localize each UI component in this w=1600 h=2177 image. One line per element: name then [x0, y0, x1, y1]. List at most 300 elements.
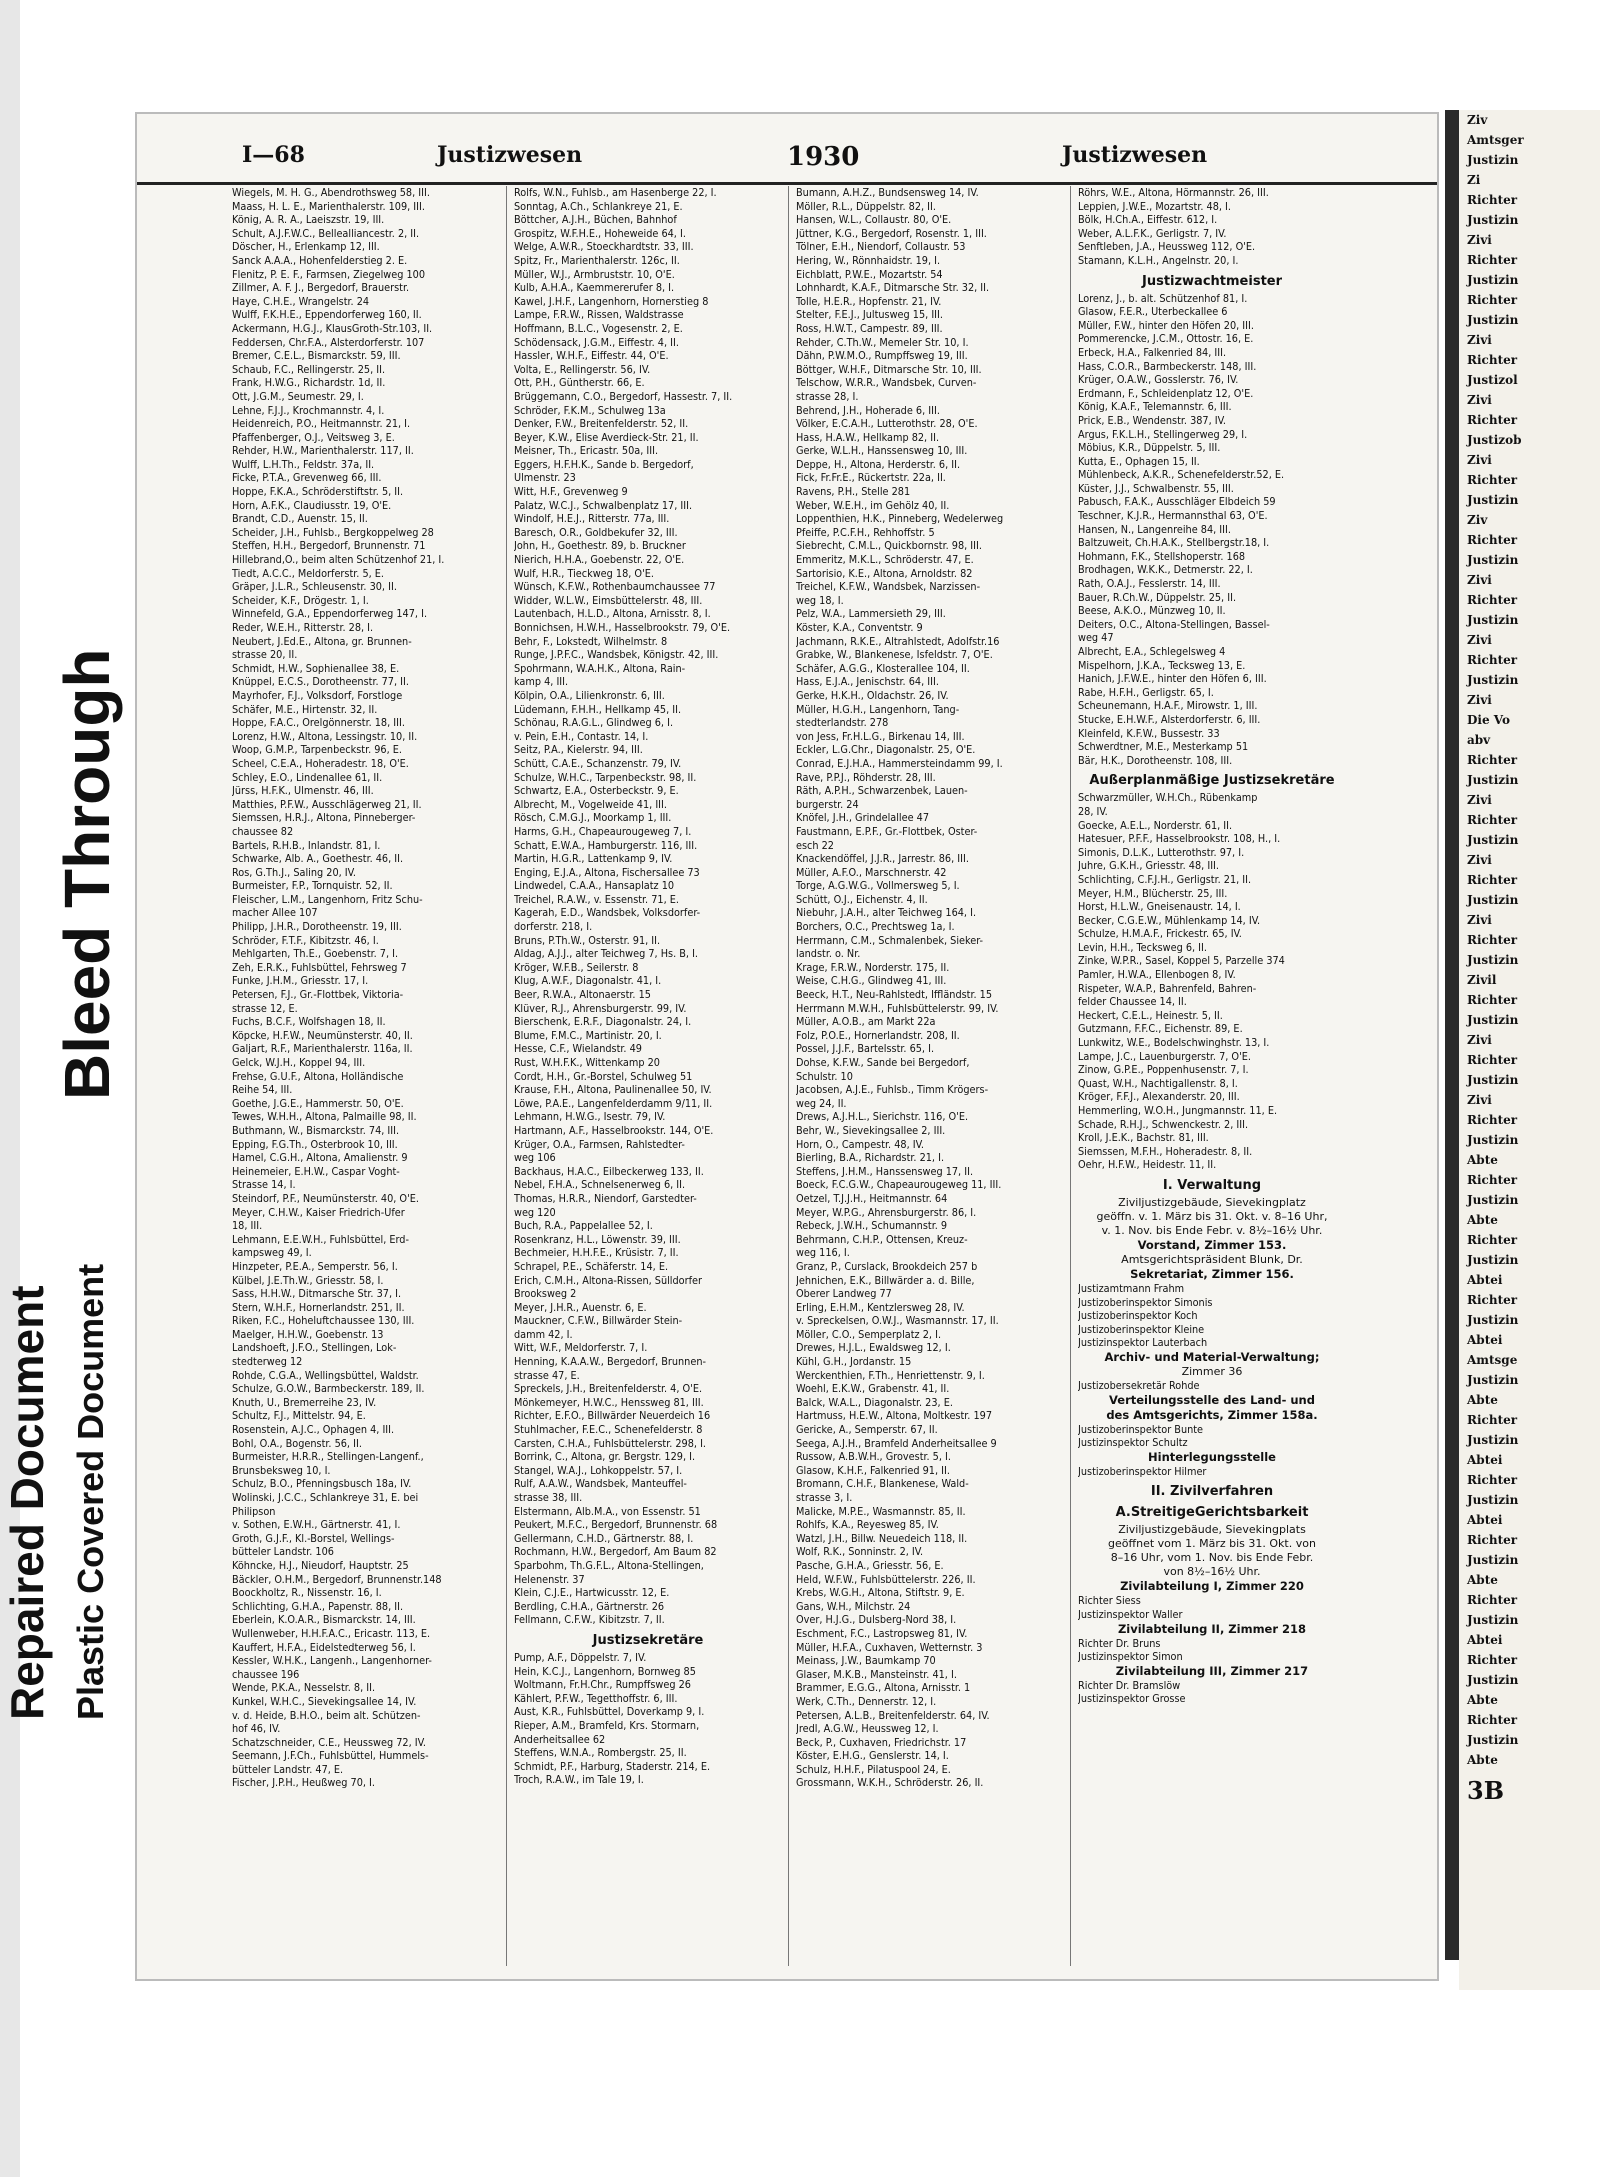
facing-page-fragment: Justizin [1467, 1013, 1519, 1027]
directory-entry: Jürss, H.F.K., Ulmenstr. 46, III. [232, 784, 374, 798]
directory-entry: Glasow, F.E.R., Uterbeckallee 6 [1078, 305, 1228, 319]
directory-entry: dorferstr. 218, I. [514, 920, 593, 934]
facing-page-fragment: Ziv [1467, 513, 1488, 527]
directory-entry: John, H., Goethestr. 89, b. Bruckner [514, 539, 686, 553]
directory-entry: Rave, P.P.J., Röhderstr. 28, III. [796, 770, 936, 784]
directory-entry: Lautenbach, H.L.D., Altona, Arnisstr. 8, I. [514, 607, 711, 621]
directory-entry: Maelger, H.H.W., Goebenstr. 13 [232, 1327, 384, 1341]
directory-entry: Kunkel, W.H.C., Sievekingsallee 14, IV. [232, 1694, 417, 1708]
directory-entry: Brunsbeksweg 10, I. [232, 1463, 331, 1477]
facing-page-fragment: Zivi [1467, 453, 1492, 467]
directory-entry: Kleinfeld, K.F.W., Bussestr. 33 [1078, 726, 1220, 740]
directory-entry: Bär, H.K., Dorotheenstr. 108, III. [1078, 753, 1233, 767]
directory-entry: Enging, E.J.A., Altona, Fischersallee 73 [514, 865, 700, 879]
directory-entry: Lüdemann, F.H.H., Hellkamp 45, II. [514, 702, 682, 716]
directory-entry: v. Pein, E.H., Contastr. 14, I. [514, 729, 649, 743]
directory-entry: Jachmann, R.K.E., Altrahlstedt, Adolfstr.16 [796, 634, 1000, 648]
directory-entry: Brodhagen, W.K.K., Detmerstr. 22, I. [1078, 563, 1253, 577]
directory-entry: Schütt, C.A.E., Schanzenstr. 79, IV. [514, 756, 682, 770]
directory-entry: Beeck, H.T., Neu-Rahlstedt, Iffländstr. 15 [796, 988, 992, 1002]
directory-entry: Pasche, G.H.A., Griesstr. 56, E. [796, 1558, 944, 1572]
directory-entry: Kawel, J.H.F., Langenhorn, Hornerstieg 8 [514, 294, 709, 308]
directory-entry: Bromann, C.H.F., Blankenese, Wald- [796, 1477, 969, 1491]
directory-entry: Schönau, R.A.G.L., Glindweg 6, I. [514, 716, 674, 730]
directory-entry: Grossmann, W.K.H., Schröderstr. 26, II. [796, 1776, 984, 1790]
facing-page-fragment: Abte [1467, 1393, 1498, 1407]
directory-entry: Rabe, H.F.H., Gerligstr. 65, I. [1078, 685, 1214, 699]
directory-entry: Rebeck, J.W.H., Schumannstr. 9 [796, 1219, 948, 1233]
facing-page-edge [1459, 110, 1600, 1990]
directory-entry: Brooksweg 2 [514, 1287, 577, 1301]
directory-entry: Küster, J.J., Schwalbenstr. 55, III. [1078, 481, 1234, 495]
directory-entry: Bohl, O.A., Bogenstr. 56, II. [232, 1436, 362, 1450]
facing-page-fragment: Justizin [1467, 1313, 1519, 1327]
directory-entry: Rispeter, W.A.P., Bahrenfeld, Bahren- [1078, 981, 1257, 995]
directory-entry: Sanck A.A.A., Hohenfelderstieg 2. E. [232, 253, 408, 267]
facing-page-fragment: Abte [1467, 1153, 1498, 1167]
directory-entry: Gräper, J.L.R., Schleusenstr. 30, II. [232, 580, 397, 594]
facing-page-fragment: Justizin [1467, 493, 1519, 507]
directory-entry: Müller, A.O.B., am Markt 22a [796, 1015, 936, 1029]
directory-entry: Emmeritz, M.K.L., Schröderstr. 47, E. [796, 553, 974, 567]
facing-page-fragment: Zivi [1467, 693, 1492, 707]
directory-entry: Horn, O., Campestr. 48, IV. [796, 1137, 924, 1151]
directory-entry: Steffens, J.H.M., Hanssensweg 17, II. [796, 1164, 974, 1178]
directory-entry: Schulze, G.O.W., Barmbeckerstr. 189, II. [232, 1382, 425, 1396]
directory-entry: Gerke, H.K.H., Oldachstr. 26, IV. [796, 688, 949, 702]
directory-entry: Riken, F.C., Hoheluftchaussee 130, III. [232, 1314, 415, 1328]
directory-entry: Steffen, H.H., Bergedorf, Brunnenstr. 71 [232, 539, 426, 553]
directory-entry: Wullenweber, H.H.F.A.C., Ericastr. 113, E. [232, 1626, 431, 1640]
section-heading: Außerplanmäßige Justizsekretäre [1089, 773, 1335, 789]
directory-entry: Seemann, J.F.Ch., Fuhlsbüttel, Hummels- [232, 1749, 429, 1763]
directory-entry: Philipp, J.H.R., Dorotheenstr. 19, III. [232, 920, 402, 934]
directory-entry: Hinzpeter, P.E.A., Semperstr. 56, I. [232, 1259, 398, 1273]
directory-entry: Scheunemann, H.A.F., Mirowstr. 1, III. [1078, 699, 1258, 713]
directory-entry: Granz, P., Curslack, Brookdeich 257 b [796, 1259, 978, 1273]
directory-entry: Niebuhr, J.A.H., alter Teichweg 164, I. [796, 906, 977, 920]
directory-entry: Schley, E.O., Lindenallee 61, II. [232, 770, 383, 784]
directory-entry: esch 22 [796, 838, 834, 852]
facing-page-fragment: Richter [1467, 1473, 1518, 1487]
directory-entry: Grospitz, W.F.H.E., Hoheweide 64, I. [514, 226, 686, 240]
directory-entry: Bäckler, O.H.M., Bergedorf, Brunnenstr.148 [232, 1572, 442, 1586]
directory-entry: Juhre, G.K.H., Griesstr. 48, III. [1078, 859, 1220, 873]
directory-entry: Drewes, H.J.L., Ewaldsweg 12, I. [796, 1341, 951, 1355]
directory-entry: Rosenkranz, H.L., Löwenstr. 39, III. [514, 1232, 681, 1246]
directory-entry: Deiters, O.C., Altona-Stellingen, Bassel- [1078, 617, 1270, 631]
header-year: 1930 [787, 142, 860, 172]
directory-entry: Blume, F.M.C., Martinistr. 20, I. [514, 1028, 662, 1042]
directory-entry: v. Spreckelsen, O.W.J., Wasmannstr. 17, II. [796, 1314, 999, 1328]
directory-entry: Heckert, C.E.L., Heinestr. 5, II. [1078, 1008, 1223, 1022]
section-note: geöffnet vom 1. März bis 31. Okt. von [1108, 1537, 1316, 1551]
directory-entry: Tolle, H.E.R., Hopfenstr. 21, IV. [796, 294, 942, 308]
directory-entry: Ott, P.H., Güntherstr. 66, E. [514, 376, 645, 390]
section-note: 8–16 Uhr, vom 1. Nov. bis Ende Febr. [1110, 1551, 1314, 1565]
directory-entry: Wulff, L.H.Th., Feldstr. 37a, II. [232, 457, 375, 471]
directory-entry: Epping, F.G.Th., Osterbrook 10, III. [232, 1137, 398, 1151]
section-heading: II. Zivilverfahren [1150, 1484, 1274, 1500]
directory-entry: Jehnichen, E.K., Billwärder a. d. Bille, [796, 1273, 975, 1287]
directory-entry: Harms, G.H., Chapeaurougeweg 7, I. [514, 824, 692, 838]
directory-entry: Müller, A.F.O., Marschnerstr. 42 [796, 865, 947, 879]
subsection-heading: Archiv- und Material-Verwaltung; [1104, 1349, 1320, 1364]
directory-entry: Frehse, G.U.F., Altona, Holländische [232, 1069, 404, 1083]
subsection-heading: Zivilabteilung II, Zimmer 218 [1117, 1621, 1307, 1636]
directory-entry: Kählert, P.F.W., Tegetthoffstr. 6, III. [514, 1691, 678, 1705]
facing-page-fragment: Amtsger [1467, 133, 1524, 147]
directory-entry: Strasse 14, I. [232, 1178, 296, 1192]
directory-entry: Volta, E., Rellingerstr. 56, IV. [514, 362, 651, 376]
directory-entry: Kulb, A.H.A., Kaemmererufer 8, I. [514, 281, 675, 295]
directory-entry: Justizamtmann Frahm [1078, 1281, 1185, 1295]
directory-entry: Jüttner, K.G., Bergedorf, Rosenstr. 1, III. [796, 226, 987, 240]
facing-page-fragment: Abte [1467, 1213, 1498, 1227]
directory-entry: Kölpin, O.A., Lilienkronstr. 6, III. [514, 688, 665, 702]
directory-entry: Argus, F.K.L.H., Stellingerweg 29, I. [1078, 427, 1248, 441]
facing-page-fragment: Richter [1467, 993, 1518, 1007]
facing-page-fragment: Zivi [1467, 913, 1492, 927]
directory-entry: Brandt, C.D., Auenstr. 15, II. [232, 512, 368, 526]
directory-entry: Bartels, R.H.B., Inlandstr. 81, I. [232, 838, 381, 852]
directory-entry: Kagerah, E.D., Wandsbek, Volksdorfer- [514, 906, 701, 920]
directory-entry: Justizinspektor Grosse [1078, 1692, 1186, 1706]
directory-entry: Gutzmann, F.F.C., Eichenstr. 89, E. [1078, 1022, 1243, 1036]
directory-page [135, 112, 1439, 1981]
directory-entry: Lorenz, H.W., Altona, Lessingstr. 10, II. [232, 729, 418, 743]
directory-entry: Beese, A.K.O., Münzweg 10, II. [1078, 604, 1226, 618]
directory-entry: Buch, R.A., Pappelallee 52, I. [514, 1219, 653, 1233]
directory-entry: damm 42, I. [514, 1327, 573, 1341]
directory-entry: Mispelhorn, J.K.A., Tecksweg 13, E. [1078, 658, 1246, 672]
directory-entry: Schlichting, C.F.J.H., Gerligstr. 21, II. [1078, 872, 1252, 886]
directory-entry: Elstermann, Alb.M.A., von Essenstr. 51 [514, 1504, 701, 1518]
directory-entry: Over, H.J.G., Dulsberg-Nord 38, I. [796, 1613, 957, 1627]
directory-entry: Justizinspektor Waller [1078, 1607, 1183, 1621]
directory-entry: Ackermann, H.G.J., KlausGroth-Str.103, II. [232, 321, 433, 335]
directory-entry: Pommerencke, J.C.M., Ottostr. 16, E. [1078, 332, 1254, 346]
directory-entry: Pamler, H.W.A., Ellenbogen 8, IV. [1078, 968, 1236, 982]
directory-entry: Röhrs, W.E., Altona, Hörmannstr. 26, III. [1078, 186, 1269, 199]
directory-entry: Knackendöffel, J.J.R., Jarrestr. 86, III. [796, 852, 969, 866]
facing-page-fragment: Richter [1467, 1113, 1518, 1127]
column-rule [506, 186, 507, 1966]
directory-entry: Köpcke, H.F.W., Neumünsterstr. 40, II. [232, 1028, 413, 1042]
directory-entry: Dohse, K.F.W., Sande bei Bergedorf, [796, 1056, 970, 1069]
directory-entry: Widder, W.L.W., Eimsbüttelerstr. 48, III. [514, 593, 703, 607]
directory-entry: Burmeister, H.R.R., Stellingen-Langenf., [232, 1450, 424, 1464]
directory-entry: Weber, W.E.H., im Gehölz 40, II. [796, 498, 950, 512]
facing-page-fragment: Justizin [1467, 1613, 1519, 1627]
directory-entry: Quast, W.H., Nachtigallenstr. 8, I. [1078, 1076, 1238, 1090]
directory-entry: Gelck, W.J.H., Koppel 94, III. [232, 1056, 366, 1069]
directory-entry: Wolf, R.K., Sonninstr. 2, IV. [796, 1545, 924, 1559]
directory-entry: Müller, F.W., hinter den Höfen 20, III. [1078, 318, 1254, 332]
directory-entry: Woltmann, Fr.H.Chr., Rumpffsweg 26 [514, 1678, 691, 1692]
facing-page-fragment: Amtsge [1467, 1353, 1518, 1367]
directory-entry: weg 106 [514, 1151, 556, 1165]
facing-page-fragment: Justizin [1467, 1493, 1519, 1507]
section-note: Zimmer 36 [1181, 1364, 1243, 1378]
directory-entry: Müller, H.F.A., Cuxhaven, Wetternstr. 3 [796, 1640, 983, 1654]
facing-page-fragment: Richter [1467, 1233, 1518, 1247]
directory-entry: Schütt, O.J., Eichenstr. 4, II. [796, 892, 928, 906]
facing-page-fragment: Zivi [1467, 333, 1492, 347]
section-note: Amtsgerichtspräsident Blunk, Dr. [1121, 1252, 1303, 1266]
directory-entry: kampsweg 49, I. [232, 1246, 312, 1260]
directory-entry: Schulze, H.M.A.F., Frickestr. 65, IV. [1078, 927, 1242, 941]
facing-page-fragment: abv [1467, 733, 1491, 747]
column-3 [796, 186, 1064, 1966]
directory-entry: weg 116, I. [796, 1246, 850, 1260]
directory-entry: Bumann, A.H.Z., Bundsensweg 14, IV. [796, 186, 979, 199]
facing-page-fragment: Abte [1467, 1573, 1498, 1587]
directory-entry: Kutta, E., Ophagen 15, II. [1078, 454, 1200, 468]
directory-entry: Sartorisio, K.E., Altona, Arnoldstr. 82 [796, 566, 973, 580]
directory-entry: Krage, F.R.W., Norderstr. 175, II. [796, 960, 950, 974]
column-2 [514, 186, 782, 1966]
directory-entry: Behr, W., Sievekingsallee 2, III. [796, 1123, 946, 1137]
facing-page-fragment: Justizin [1467, 1553, 1519, 1567]
directory-entry: Helenenstr. 37 [514, 1572, 585, 1586]
section-note: v. 1. Nov. bis Ende Febr. v. 8½–16½ Uhr. [1101, 1223, 1323, 1237]
directory-entry: Rohde, C.G.A., Wellingsbüttel, Waldstr. [232, 1368, 419, 1382]
directory-entry: Schade, R.H.J., Schwenckestr. 2, III. [1078, 1117, 1249, 1131]
section-note: von 8½–16½ Uhr. [1163, 1565, 1261, 1579]
directory-entry: Hansen, N., Langenreihe 84, III. [1078, 522, 1231, 536]
directory-entry: Witt, W.F., Meldorferstr. 7, I. [514, 1341, 648, 1355]
directory-entry: Böttcher, A.J.H., Büchen, Bahnhof [514, 213, 677, 227]
facing-page-fragment: Richter [1467, 1653, 1518, 1667]
directory-entry: Behrmann, C.H.P., Ottensen, Kreuz- [796, 1232, 968, 1246]
directory-entry: Erich, C.M.H., Altona-Rissen, Sülldorfer [514, 1273, 702, 1287]
directory-entry: v. d. Heide, B.H.O., beim alt. Schützen- [232, 1708, 421, 1722]
directory-entry: Ficke, P.T.A., Grevenweg 66, III. [232, 471, 382, 485]
facing-page-fragment: Richter [1467, 193, 1518, 207]
directory-entry: Witt, H.F., Grevenweg 9 [514, 485, 628, 499]
facing-page-fragment: Abtei [1467, 1513, 1503, 1527]
directory-entry: strasse 20, II. [232, 648, 298, 662]
facing-page-fragment: Justizin [1467, 153, 1519, 167]
directory-entry: Treichel, K.F.W., Wandsbek, Narzissen- [796, 580, 981, 594]
directory-entry: Hanich, J.F.W.E., hinter den Höfen 6, III. [1078, 672, 1267, 686]
directory-entry: felder Chaussee 14, II. [1078, 995, 1187, 1009]
facing-page-fragment: Richter [1467, 653, 1518, 667]
directory-entry: Petersen, A.L.B., Breitenfelderstr. 64, IV. [796, 1708, 990, 1722]
directory-entry: v. Sothen, E.W.H., Gärtnerstr. 41, I. [232, 1518, 401, 1532]
directory-entry: Conrad, E.J.H.A., Hammersteindamm 99, I. [796, 756, 1003, 770]
directory-entry: Brüggemann, C.O., Bergedorf, Hassestr. 7, II. [514, 389, 733, 403]
directory-entry: Pfeiffe, P.C.F.H., Rehhoffstr. 5 [796, 525, 935, 539]
directory-entry: Bierschenk, E.R.F., Diagonalstr. 24, I. [514, 1015, 692, 1029]
bleed-through-text: Bleed Through [51, 648, 123, 1100]
directory-entry: Held, W.F.W., Fuhlsbüttelerstr. 226, II. [796, 1572, 976, 1586]
directory-entry: Ros, G.Th.J., Saling 20, IV. [232, 865, 356, 879]
facing-page-fragment: Justizin [1467, 1193, 1519, 1207]
directory-entry: Löwe, P.A.E., Langenfelderdamm 9/11, II. [514, 1096, 713, 1110]
directory-entry: Köhncke, H.J., Nieudorf, Hauptstr. 25 [232, 1558, 409, 1572]
directory-entry: Justizoberinspektor Simonis [1078, 1295, 1213, 1309]
directory-entry: strasse 3, I. [796, 1491, 853, 1504]
directory-entry: Schwarzmüller, W.H.Ch., Rübenkamp [1078, 791, 1258, 805]
facing-page-fragment: Richter [1467, 933, 1518, 947]
facing-page-fragment: Justizin [1467, 833, 1519, 847]
directory-entry: Maass, H. L. E., Marienthalerstr. 109, III. [232, 199, 425, 213]
directory-entry: macher Allee 107 [232, 906, 318, 920]
directory-entry: Kröger, F.F.J., Alexanderstr. 20, III. [1078, 1090, 1240, 1104]
subsection-heading: Zivilabteilung I, Zimmer 220 [1120, 1579, 1304, 1594]
directory-entry: Mehlgarten, Th.E., Goebenstr. 7, I. [232, 947, 399, 961]
page-number: I—68 [242, 142, 305, 168]
directory-entry: Martin, H.G.R., Lattenkamp 9, IV. [514, 852, 673, 866]
directory-entry: Groth, G.J.F., Kl.-Borstel, Wellings- [232, 1531, 395, 1545]
directory-entry: Jacobsen, A.J.E., Fuhlsb., Timm Krögers- [796, 1083, 989, 1097]
facing-page-fragment: Ziv [1467, 113, 1488, 127]
directory-entry: Eschment, F.C., Lastropsweg 81, IV. [796, 1626, 968, 1640]
directory-entry: Schulz, H.H.F., Pilatuspool 24, E. [796, 1762, 951, 1776]
directory-entry: Albrecht, E.A., Schlegelsweg 4 [1078, 645, 1226, 658]
facing-page-fragment: Richter [1467, 1293, 1518, 1307]
directory-entry: Behrend, J.H., Hoherade 6, III. [796, 403, 940, 417]
scan-border-left [0, 0, 20, 2177]
directory-entry: Anderheitsallee 62 [514, 1732, 606, 1746]
directory-entry: Pump, A.F., Döppelstr. 7, IV. [514, 1650, 647, 1664]
directory-entry: Pelz, W.A., Lammersieth 29, III. [796, 607, 946, 621]
facing-page-fragment: Abtei [1467, 1333, 1503, 1347]
directory-entry: Krüger, O.A.W., Gosslerstr. 76, IV. [1078, 373, 1239, 387]
directory-entry: Runge, J.P.F.C., Wandsbek, Königstr. 42, III. [514, 648, 719, 662]
directory-entry: Fischer, J.P.H., Heußweg 70, I. [232, 1776, 375, 1790]
directory-entry: Spohrmann, W.A.H.K., Altona, Rain- [514, 661, 686, 675]
directory-entry: Fleischer, L.M., Langenhorn, Fritz Schu- [232, 892, 423, 906]
directory-entry: Beer, R.W.A., Altonaerstr. 15 [514, 988, 651, 1002]
directory-entry: strasse 47, E. [514, 1368, 580, 1382]
facing-page-number: 3B [1467, 1776, 1504, 1805]
directory-entry: Hartmann, A.F., Hasselbrookstr. 144, O'E. [514, 1123, 714, 1137]
directory-entry: weg 47 [1078, 631, 1114, 645]
directory-entry: Aldag, A.J.J., alter Teichweg 7, Hs. B, I. [514, 947, 699, 961]
facing-page-fragment: Zivi [1467, 853, 1492, 867]
section-heading: Justizwachtmeister [1141, 273, 1283, 289]
directory-entry: Lehne, F.J.J., Krochmannstr. 4, I. [232, 403, 385, 417]
directory-entry: Rehder, C.Th.W., Memeler Str. 10, I. [796, 335, 969, 349]
directory-entry: Loppenthien, H.K., Pinneberg, Wedelerweg [796, 512, 1004, 526]
directory-entry: Stucke, E.H.W.F., Alsterdorferstr. 6, III. [1078, 712, 1261, 726]
directory-entry: Lorenz, J., b. alt. Schützenhof 81, I. [1078, 291, 1248, 305]
directory-entry: Seitz, P.A., Kielerstr. 94, III. [514, 743, 643, 757]
directory-entry: Bechmeier, H.H.F.E., Krüsistr. 7, II. [514, 1246, 679, 1260]
directory-entry: Schrapel, P.E., Schäferstr. 14, E. [514, 1259, 669, 1273]
directory-entry: Eberlein, K.O.A.R., Bismarckstr. 14, III. [232, 1613, 416, 1627]
directory-entry: Nebel, F.H.A., Schnelsenerweg 6, II. [514, 1178, 686, 1192]
directory-entry: Senftleben, J.A., Heussweg 112, O'E. [1078, 240, 1256, 254]
directory-entry: Erling, E.H.M., Kentzlersweg 28, IV. [796, 1300, 965, 1314]
facing-page-fragment: Zivi [1467, 233, 1492, 247]
facing-page-fragment: Justizob [1467, 433, 1522, 447]
page-header [137, 132, 1437, 185]
facing-page-fragment: Zivi [1467, 1033, 1492, 1047]
directory-entry: Rust, W.H.F.K., Wittenkamp 20 [514, 1056, 660, 1069]
directory-entry: Kessler, W.H.K., Langenh., Langenhorner- [232, 1654, 432, 1668]
facing-page-fragment: Richter [1467, 533, 1518, 547]
directory-entry: Scheider, J.H., Fuhlsb., Bergkoppelweg 28 [232, 525, 434, 539]
directory-entry: Oetzel, T.J.J.H., Heitmannstr. 64 [796, 1191, 948, 1205]
directory-entry: Gericke, A., Semperstr. 67, II. [796, 1423, 938, 1437]
section-note: geöffn. v. 1. März bis 31. Okt. v. 8–16 Uhr, [1096, 1209, 1328, 1223]
directory-entry: Ulmenstr. 23 [514, 471, 576, 485]
directory-entry: Rösch, C.M.G.J., Moorkamp 1, III. [514, 811, 672, 825]
directory-entry: Mayrhofer, F.J., Volksdorf, Forstloge [232, 688, 403, 702]
directory-entry: Stangel, W.A.J., Lohkoppelstr. 57, I. [514, 1463, 683, 1477]
facing-page-fragment: Justizin [1467, 1133, 1519, 1147]
directory-entry: Döscher, H., Erlenkamp 12, III. [232, 240, 380, 254]
directory-entry: Folz, P.O.E., Hornerlandstr. 208, II. [796, 1028, 960, 1042]
directory-entry: Windolf, H.E.J., Ritterstr. 77a, III. [514, 512, 670, 526]
directory-entry: Werckenthien, F.Th., Henriettenstr. 9, I. [796, 1368, 985, 1382]
directory-entry: Richter Dr. Bruns [1078, 1636, 1161, 1650]
directory-entry: Werk, C.Th., Dennerstr. 12, I. [796, 1694, 937, 1708]
directory-entry: Baresch, O.R., Goldbekufer 32, III. [514, 525, 678, 539]
directory-entry: Lampe, F.R.W., Rissen, Waldstrasse [514, 308, 684, 322]
directory-entry: Möbius, K.R., Düppelstr. 5, III. [1078, 441, 1221, 455]
directory-entry: Knüppel, E.C.S., Dorotheenstr. 77, II. [232, 675, 409, 689]
directory-entry: Sass, H.H.W., Ditmarsche Str. 37, I. [232, 1287, 402, 1301]
book-spine [1445, 110, 1459, 1960]
directory-entry: Gellermann, C.H.D., Gärtnerstr. 88, I. [514, 1531, 694, 1545]
directory-entry: Hassler, W.H.F., Eiffestr. 44, O'E. [514, 349, 669, 363]
facing-page-fragment: Justizin [1467, 1733, 1519, 1747]
facing-page-fragment: Richter [1467, 473, 1518, 487]
directory-entry: Borrink, C., Altona, gr. Bergstr. 129, I. [514, 1450, 696, 1464]
columns [232, 186, 1347, 1966]
directory-entry: Cordt, H.H., Gr.-Borstel, Schulweg 51 [514, 1069, 693, 1083]
section-heading: A.StreitigeGerichtsbarkeit [1115, 1505, 1309, 1521]
directory-entry: Schäfer, M.E., Hirtenstr. 32, II. [232, 702, 378, 716]
facing-page-fragment: Justizin [1467, 273, 1519, 287]
directory-entry: Richter, E.F.O., Billwärder Neuerdeich 16 [514, 1409, 711, 1423]
directory-entry: Zillmer, A. F. J., Bergedorf, Brauerstr. [232, 281, 410, 295]
directory-entry: Gerke, W.L.H., Hanssensweg 10, III. [796, 444, 968, 458]
directory-entry: Horst, H.L.W., Gneisenaustr. 14, I. [1078, 900, 1241, 914]
directory-entry: Seega, A.J.H., Bramfeld Anderheitsallee 9 [796, 1436, 997, 1450]
directory-entry: 28, IV. [1078, 804, 1108, 818]
facing-page-fragment: Richter [1467, 293, 1518, 307]
facing-page-fragment: Zi [1467, 173, 1481, 187]
column-rule [1070, 186, 1071, 1966]
directory-entry: Teschner, K.J.R., Hermannsthal 63, O'E. [1078, 509, 1268, 523]
directory-entry: Stelter, F.E.J., Jultusweg 15, III. [796, 308, 943, 322]
subsection-heading: Zivilabteilung III, Zimmer 217 [1115, 1663, 1309, 1678]
directory-entry: strasse 12, E. [232, 1001, 298, 1015]
facing-page-fragment: Richter [1467, 253, 1518, 267]
directory-entry: Hatesuer, P.F.F., Hasselbrookstr. 108, H., I. [1078, 832, 1281, 846]
directory-entry: Hesse, C.F., Wielandstr. 49 [514, 1042, 642, 1056]
directory-entry: Leppien, J.W.E., Mozartstr. 48, I. [1078, 199, 1232, 213]
directory-entry: Bauer, R.Ch.W., Düppelstr. 25, II. [1078, 590, 1237, 604]
directory-entry: Burmeister, F.P., Tornquistr. 52, II. [232, 879, 393, 893]
directory-entry: Nierich, H.H.A., Goebenstr. 22, O'E. [514, 553, 685, 567]
directory-entry: Klein, C.J.E., Hartwicusstr. 12, E. [514, 1586, 670, 1600]
directory-entry: Meisner, Th., Ericastr. 50a, III. [514, 444, 659, 458]
directory-entry: Philipson [232, 1504, 276, 1518]
directory-entry: Rosenstein, A.J.C., Ophagen 4, III. [232, 1423, 395, 1437]
directory-entry: Eckler, L.G.Chr., Diagonalstr. 25, O'E. [796, 743, 976, 757]
facing-page-fragment: Justizin [1467, 1673, 1519, 1687]
directory-entry: Bremer, C.E.L., Bismarckstr. 59, III. [232, 349, 401, 363]
facing-page-fragment: Justizin [1467, 613, 1519, 627]
facing-page-fragment: Zivi [1467, 393, 1492, 407]
